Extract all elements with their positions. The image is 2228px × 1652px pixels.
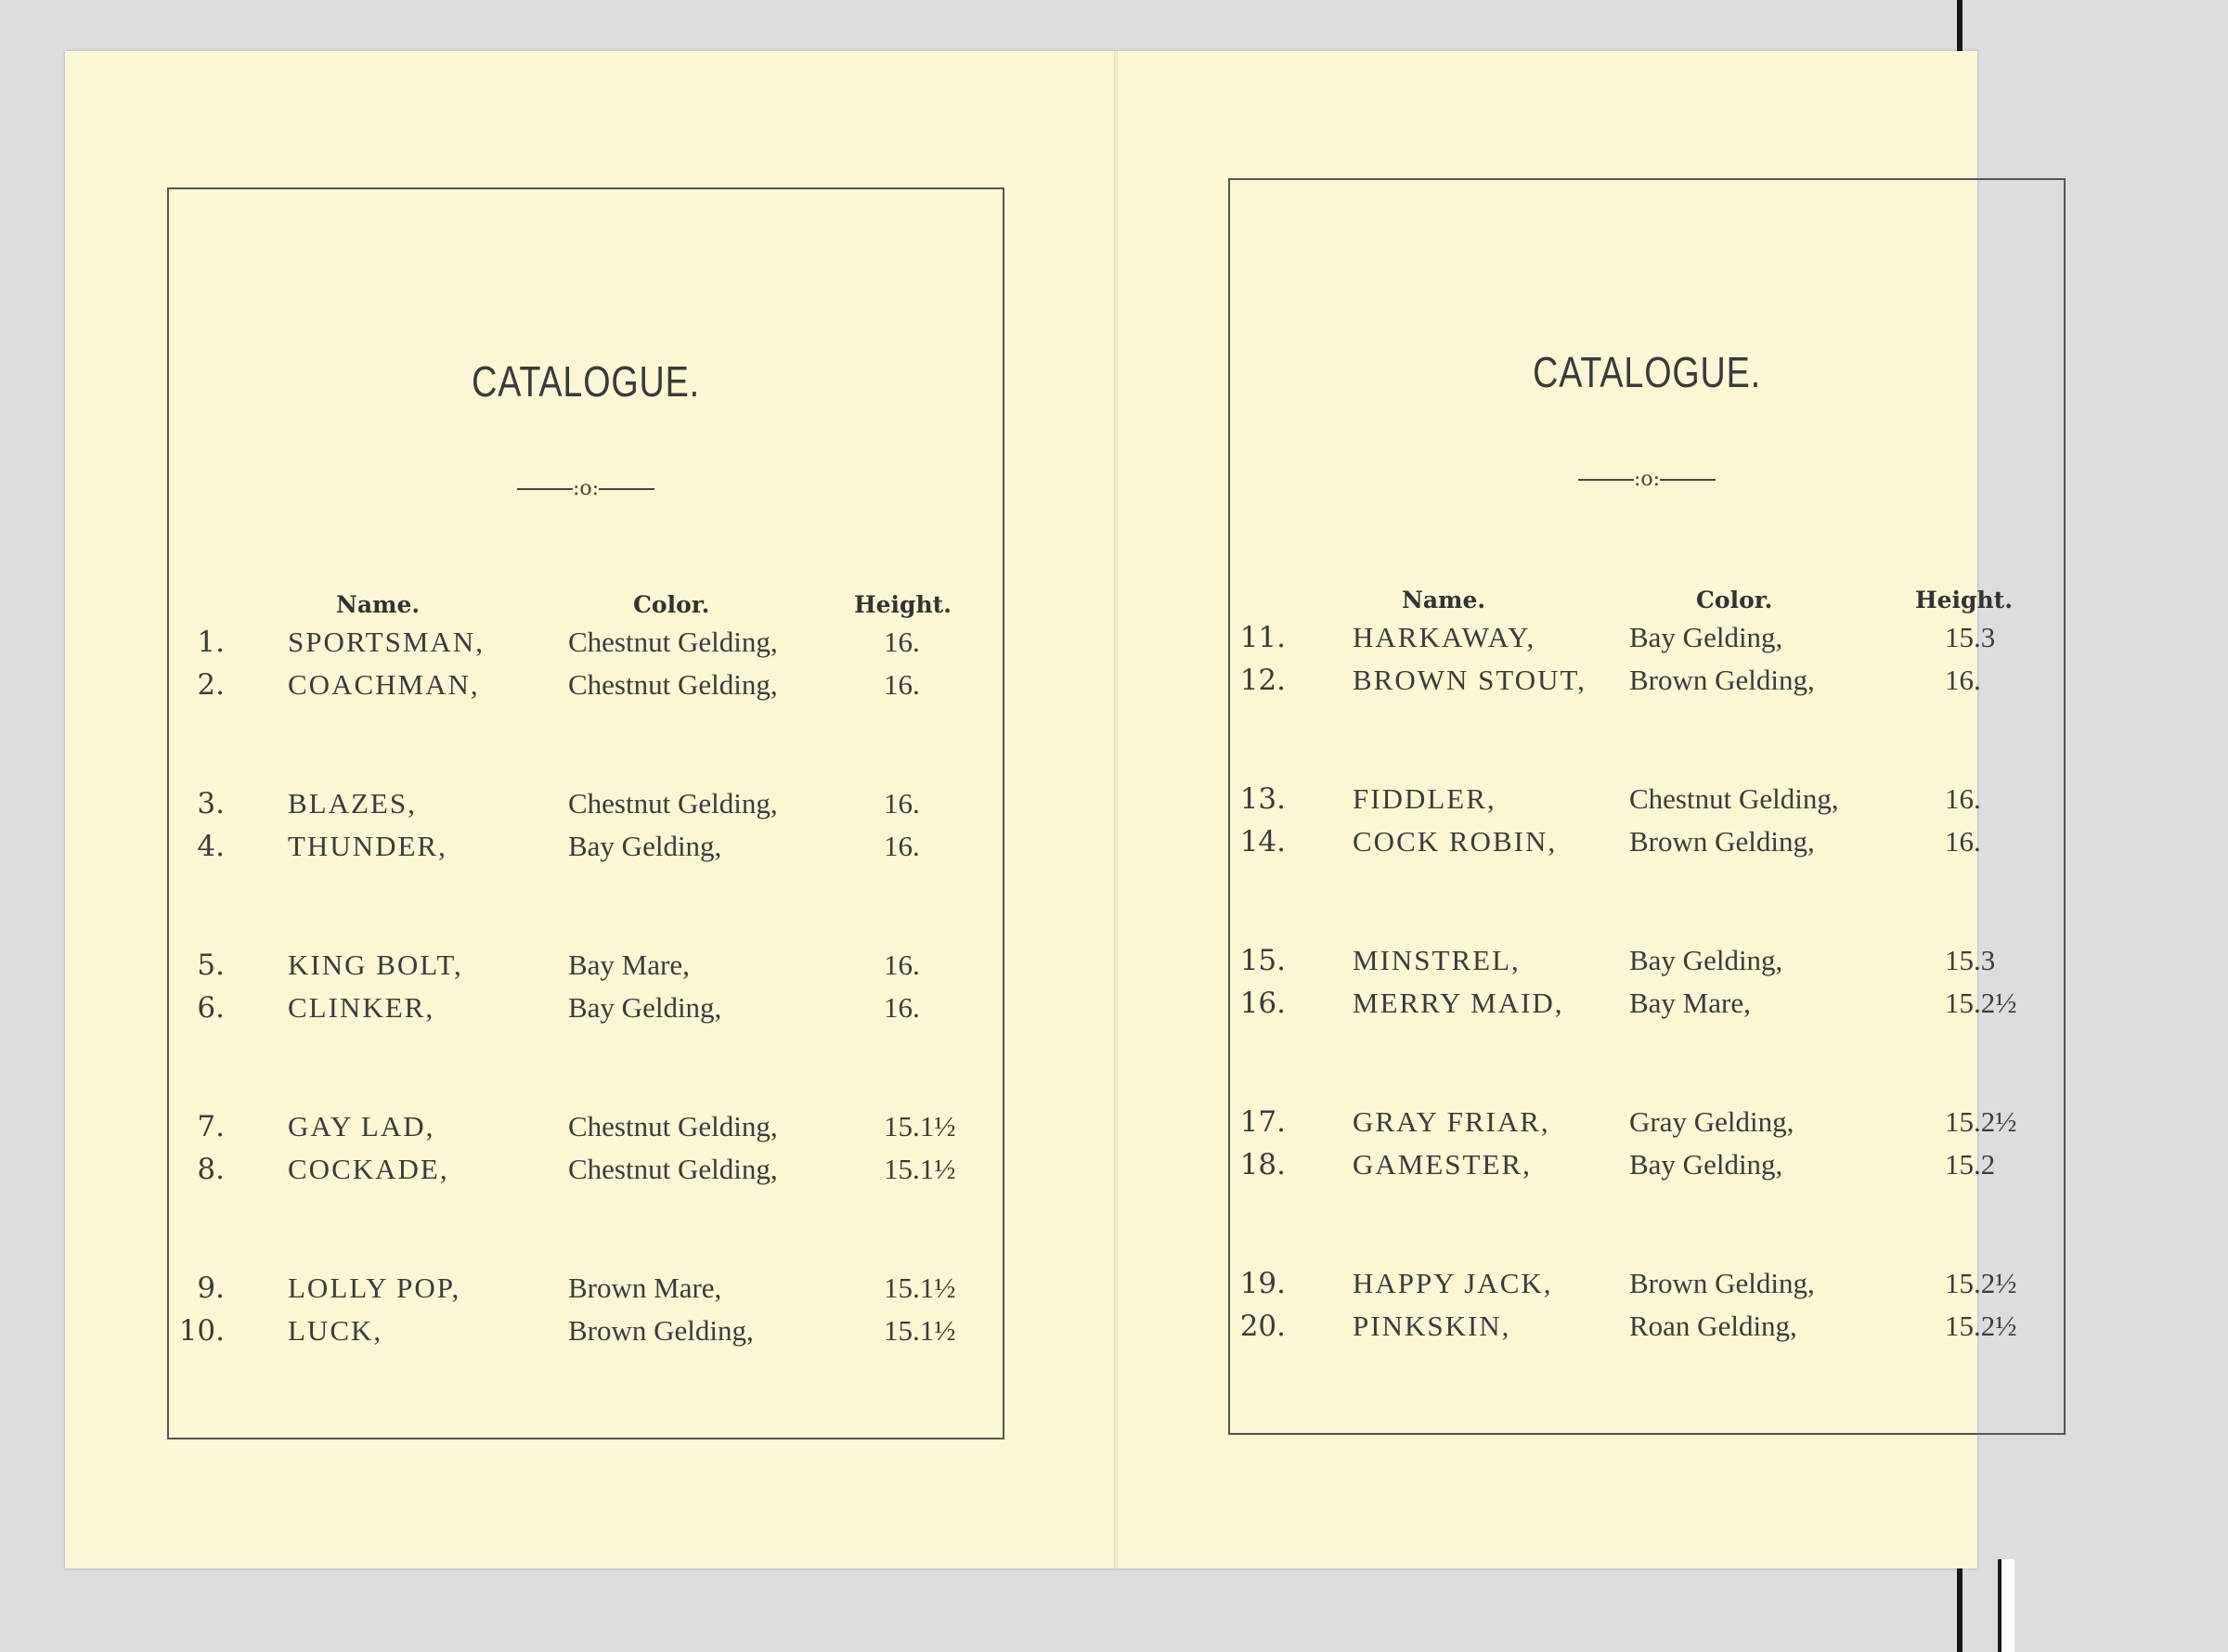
horse-color: Chestnut Gelding, [568, 1153, 778, 1185]
horse-name: CLINKER, [288, 991, 435, 1024]
horse-height: 15.2½ [1945, 1267, 2017, 1299]
horse-height: 16. [1945, 664, 1981, 696]
catalogue-row [1230, 1148, 2064, 1185]
row-number: 17. [1239, 1105, 1286, 1139]
catalogue-row [169, 991, 1003, 1028]
horse-name: LUCK, [288, 1314, 383, 1347]
horse-name: COCK ROBIN, [1353, 825, 1558, 858]
catalogue-row [1230, 664, 2064, 701]
catalogue-row [1230, 782, 2064, 820]
horse-name: GAY LAD, [288, 1110, 435, 1142]
horse-color: Brown Mare, [568, 1271, 722, 1304]
left-page-divider [169, 477, 1003, 500]
horse-color: Brown Gelding, [1629, 1267, 1815, 1299]
right-header-height: Height. [1915, 587, 2013, 613]
horse-name: FIDDLER, [1353, 782, 1496, 815]
horse-height: 16. [1945, 782, 1981, 815]
horse-name: COACHMAN, [288, 668, 480, 701]
horse-color: Chestnut Gelding, [568, 787, 778, 820]
horse-name: GRAY FRIAR, [1353, 1105, 1550, 1138]
catalogue-row [1230, 944, 2064, 981]
horse-color: Bay Gelding, [1629, 1148, 1783, 1181]
right-page-frame [1228, 178, 2066, 1435]
horse-color: Brown Gelding, [1629, 664, 1815, 696]
horse-color: Brown Gelding, [1629, 825, 1815, 858]
catalogue-row [1230, 987, 2064, 1024]
horse-height: 15.3 [1945, 621, 1996, 653]
catalogue-row [169, 668, 1003, 705]
catalogue-row [1230, 1105, 2064, 1142]
right-page-divider [1230, 468, 2064, 491]
row-number: 8. [197, 1153, 225, 1186]
row-number: 11. [1239, 621, 1286, 654]
horse-height: 16. [884, 949, 920, 981]
horse-color: Brown Gelding, [568, 1314, 754, 1347]
horse-height: 15.1½ [884, 1314, 956, 1347]
catalogue-row [169, 1271, 1003, 1309]
row-number: 10. [178, 1314, 225, 1348]
horse-color: Roan Gelding, [1629, 1310, 1797, 1342]
horse-color: Chestnut Gelding, [568, 626, 778, 658]
catalogue-row [169, 1110, 1003, 1147]
row-number: 2. [197, 668, 225, 702]
left-header-name: Name. [336, 591, 421, 618]
horse-color: Chestnut Gelding, [568, 1110, 778, 1142]
left-page-frame [167, 187, 1004, 1439]
horse-color: Bay Gelding, [568, 830, 722, 862]
catalogue-row [169, 787, 1003, 824]
catalogue-row [1230, 621, 2064, 658]
catalogue-row [169, 830, 1003, 867]
left-page-title: CATALOGUE. [472, 357, 700, 406]
horse-color: Chestnut Gelding, [1629, 782, 1839, 815]
catalogue-row [1230, 1310, 2064, 1347]
horse-height: 15.1½ [884, 1110, 956, 1142]
right-divider-mark: :o: [1633, 468, 1661, 491]
horse-height: 16. [884, 668, 920, 701]
horse-height: 15.2½ [1945, 987, 2017, 1019]
horse-height: 16. [1945, 825, 1981, 858]
scanner-edge-tab [1998, 1559, 2014, 1652]
horse-name: GAMESTER, [1353, 1148, 1532, 1181]
row-number: 4. [197, 830, 225, 863]
horse-name: PINKSKIN, [1353, 1310, 1511, 1342]
row-number: 13. [1239, 782, 1286, 816]
horse-name: BLAZES, [288, 787, 417, 820]
row-number: 14. [1239, 825, 1286, 858]
horse-name: THUNDER, [288, 830, 447, 862]
row-number: 20. [1239, 1310, 1286, 1343]
horse-height: 15.2 [1945, 1148, 1996, 1181]
horse-color: Bay Mare, [1629, 987, 1751, 1019]
row-number: 15. [1239, 944, 1286, 977]
catalogue-row [169, 949, 1003, 986]
row-number: 18. [1239, 1148, 1286, 1181]
horse-height: 16. [884, 991, 920, 1024]
horse-name: BROWN STOUT, [1353, 664, 1587, 696]
catalogue-row [169, 1153, 1003, 1190]
catalogue-row [169, 626, 1003, 663]
right-header-name: Name. [1402, 587, 1486, 613]
horse-name: MERRY MAID, [1353, 987, 1564, 1019]
horse-color: Bay Gelding, [1629, 944, 1783, 976]
horse-color: Bay Gelding, [1629, 621, 1783, 653]
row-number: 9. [197, 1271, 225, 1305]
horse-height: 16. [884, 787, 920, 820]
horse-height: 15.1½ [884, 1153, 956, 1185]
catalogue-row [1230, 1267, 2064, 1304]
left-divider-mark: :o: [572, 477, 600, 500]
horse-color: Bay Mare, [568, 949, 690, 981]
horse-name: HARKAWAY, [1353, 621, 1536, 653]
horse-height: 16. [884, 626, 920, 658]
row-number: 16. [1239, 987, 1286, 1020]
horse-height: 15.2½ [1945, 1310, 2017, 1342]
left-header-color: Color. [633, 591, 710, 618]
right-header-color: Color. [1696, 587, 1773, 613]
row-number: 6. [197, 991, 225, 1025]
horse-name: COCKADE, [288, 1153, 449, 1185]
page-fold [1114, 51, 1118, 1568]
horse-height: 15.2½ [1945, 1105, 2017, 1138]
horse-name: MINSTREL, [1353, 944, 1521, 976]
left-header-height: Height. [854, 591, 952, 618]
right-page-title: CATALOGUE. [1533, 348, 1761, 396]
row-number: 5. [197, 949, 225, 982]
horse-color: Chestnut Gelding, [568, 668, 778, 701]
row-number: 7. [197, 1110, 225, 1143]
horse-name: LOLLY POP, [288, 1271, 461, 1304]
row-number: 12. [1239, 664, 1286, 697]
horse-name: SPORTSMAN, [288, 626, 485, 658]
horse-height: 16. [884, 830, 920, 862]
row-number: 1. [197, 626, 225, 659]
horse-height: 15.3 [1945, 944, 1996, 976]
horse-color: Bay Gelding, [568, 991, 722, 1024]
horse-color: Gray Gelding, [1629, 1105, 1794, 1138]
horse-height: 15.1½ [884, 1271, 956, 1304]
catalogue-row [169, 1314, 1003, 1351]
horse-name: HAPPY JACK, [1353, 1267, 1553, 1299]
row-number: 19. [1239, 1267, 1286, 1300]
catalogue-row [1230, 825, 2064, 862]
row-number: 3. [197, 787, 225, 820]
horse-name: KING BOLT, [288, 949, 463, 981]
